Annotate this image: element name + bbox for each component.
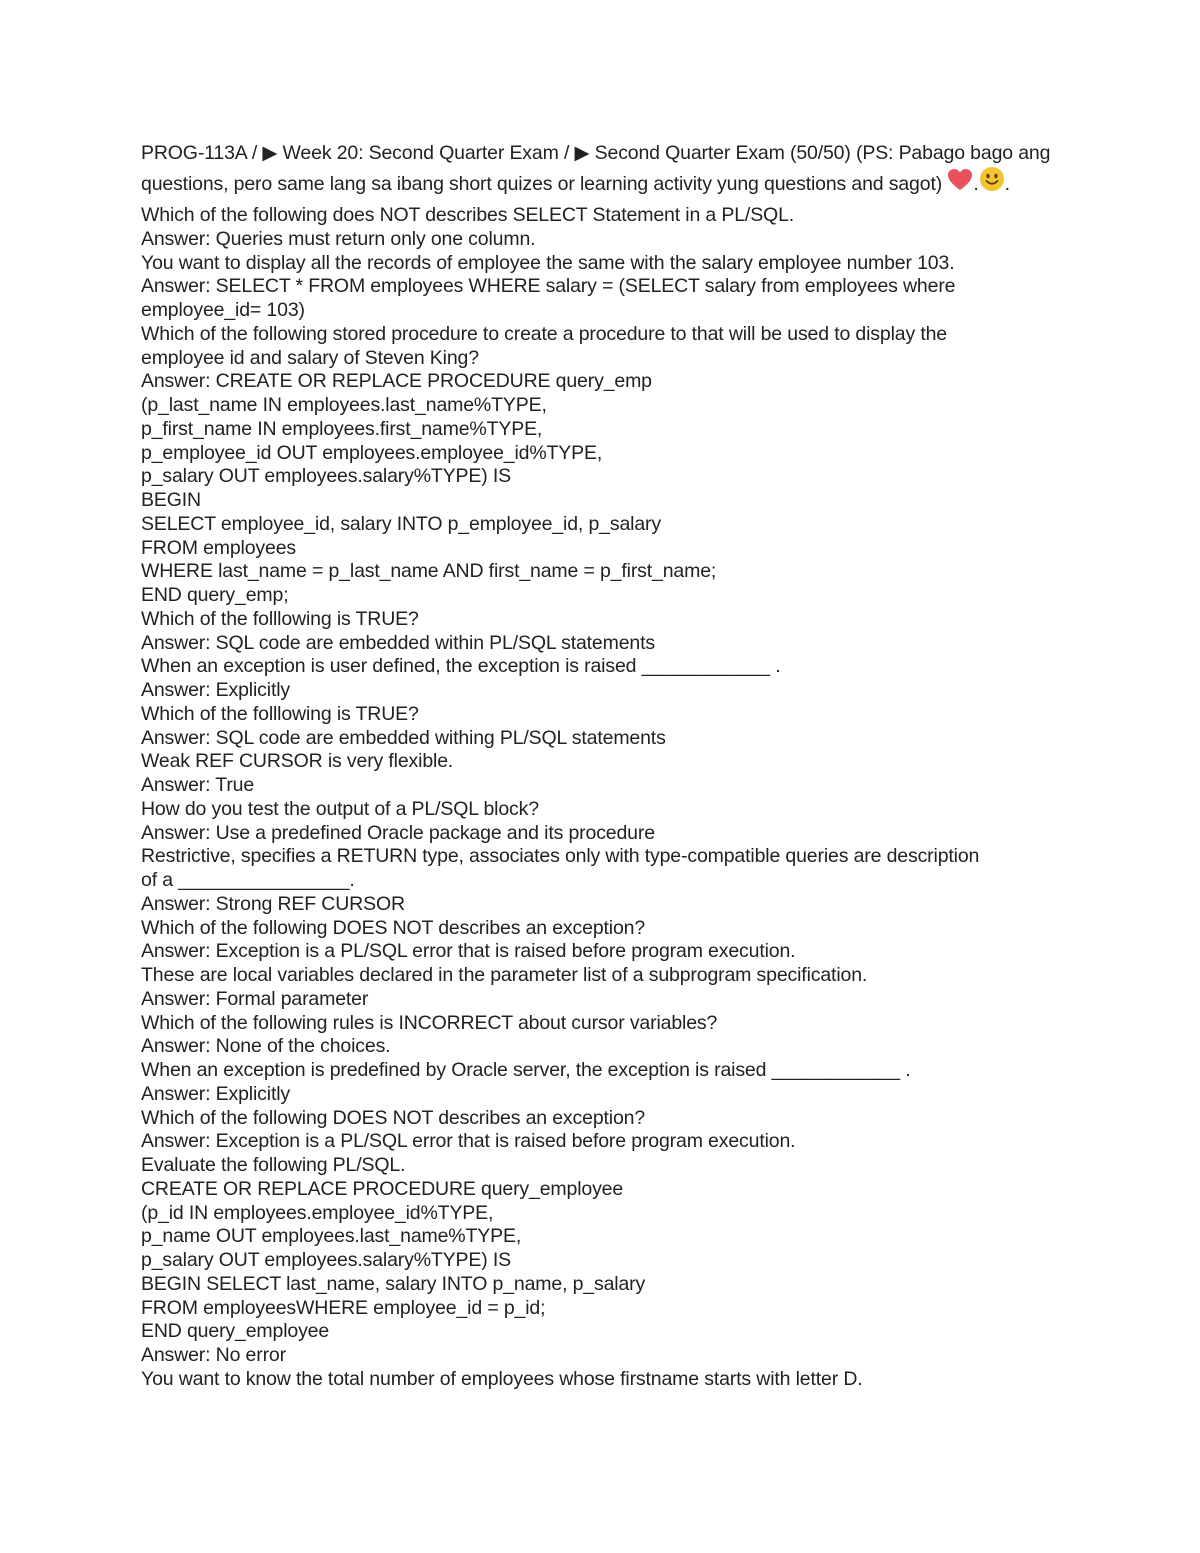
answer-line: Answer: True <box>141 774 255 796</box>
text-line: Which of the following does NOT describes SELECT Statement in a PL/SQL. <box>141 204 795 226</box>
text-line: You want to know the total number of employees whose firstname starts with letter D. <box>141 1367 863 1390</box>
text-line: END query_employee <box>141 1320 330 1343</box>
answer-line: Answer: Formal parameter <box>141 987 369 1010</box>
period: . <box>973 173 979 195</box>
answer-line: Answer: SQL code are embedded within PL/SQL statements <box>141 631 655 654</box>
text-line: (p_last_name IN employees.last_name%TYPE, <box>141 394 547 416</box>
text-line: Weak REF CURSOR is very flexible. <box>141 750 454 773</box>
breadcrumb-separator: / <box>246 142 263 164</box>
answer-line: Answer: No error <box>141 1344 286 1366</box>
period: . <box>1004 173 1010 195</box>
answer-line: Answer: CREATE OR REPLACE PROCEDURE query_emp <box>141 370 652 393</box>
text-line: CREATE OR REPLACE PROCEDURE query_employee <box>141 1177 624 1200</box>
course-link[interactable]: PROG-113A <box>141 142 247 164</box>
text-line: FROM employees <box>141 536 297 559</box>
answer-line: Answer: Explicitly <box>141 679 291 701</box>
text-line: Which of the following stored procedure to create a procedure to that will be used to display the <box>141 322 948 345</box>
text-line: SELECT employee_id, salary INTO p_employee_id, p_salary <box>141 512 661 535</box>
answer-line: Answer: SQL code are embedded withing PL/SQL statements <box>141 726 666 749</box>
text-line: Which of the following rules is INCORRECT about cursor variables? <box>141 1011 718 1034</box>
text-line: (p_id IN employees.employee_id%TYPE, <box>141 1201 494 1224</box>
text-line: of a ________________. <box>141 869 355 891</box>
week-link[interactable]: Week 20: Second Quarter Exam <box>277 142 559 164</box>
text-line: BEGIN <box>141 489 201 511</box>
answer-line: Answer: None of the choices. <box>141 1035 391 1058</box>
smile-icon <box>979 166 1005 199</box>
text-line: p_salary OUT employees.salary%TYPE) IS <box>141 465 511 488</box>
text-line: When an exception is predefined by Oracle server, the exception is raised ____________ . <box>141 1059 911 1081</box>
text-line: employee id and salary of Steven King? <box>141 346 479 369</box>
question-answer-list <box>141 204 1051 1392</box>
text-line: Which of the following DOES NOT describes an exception? <box>141 1106 646 1129</box>
text-line: These are local variables declared in the parameter list of a subprogram specification. <box>141 964 868 986</box>
answer-line: Answer: Strong REF CURSOR <box>141 892 405 915</box>
answer-line: Answer: SELECT * FROM employees WHERE salary = (SELECT salary from employees where <box>141 275 956 298</box>
text-line: Which of the folllowing is TRUE? <box>141 607 419 630</box>
document-page <box>141 141 1051 1392</box>
answer-line: Answer: Queries must return only one column. <box>141 227 536 250</box>
text-line: END query_emp; <box>141 584 289 606</box>
play-arrow-icon: ▶ <box>574 142 590 164</box>
answer-line: Answer: Exception is a PL/SQL error that is raised before program execution. <box>141 1130 796 1153</box>
text-line: p_employee_id OUT employees.employee_id%TYPE, <box>141 441 603 464</box>
answer-line: Answer: Use a predefined Oracle package and its procedure <box>141 821 655 844</box>
text-line: WHERE last_name = p_last_name AND first_name = p_first_name; <box>141 560 717 583</box>
text-line: FROM employeesWHERE employee_id = p_id; <box>141 1296 546 1319</box>
text-line: BEGIN SELECT last_name, salary INTO p_name, p_salary <box>141 1272 646 1295</box>
play-arrow-icon: ▶ <box>262 142 278 164</box>
text-line: Restrictive, specifies a RETURN type, associates only with type-compatible queries are description <box>141 845 980 868</box>
answer-line: Answer: Exception is a PL/SQL error that is raised before program execution. <box>141 940 796 963</box>
breadcrumb-separator: / <box>558 142 575 164</box>
text-line: p_first_name IN employees.first_name%TYPE, <box>141 417 543 440</box>
answer-line: Answer: Explicitly <box>141 1082 291 1105</box>
text-line: You want to display all the records of employee the same with the salary employee number 103. <box>141 251 955 274</box>
text-line: p_salary OUT employees.salary%TYPE) IS <box>141 1249 511 1271</box>
text-line: employee_id= 103) <box>141 299 305 321</box>
text-line: Evaluate the following PL/SQL. <box>141 1154 406 1176</box>
heart-icon <box>947 168 973 199</box>
text-line: When an exception is user defined, the exception is raised ____________ . <box>141 655 781 678</box>
breadcrumb <box>141 141 1051 199</box>
exam-title: Second Quarter Exam (50/50) (PS: Pabago bago ang questions, pero same lang sa ibang short quizes or learning activity yung questions and sagot) <box>141 142 1051 195</box>
text-line: Which of the folllowing is TRUE? <box>141 702 419 725</box>
text-line: How do you test the output of a PL/SQL block? <box>141 797 539 820</box>
text-line: p_name OUT employees.last_name%TYPE, <box>141 1225 522 1248</box>
text-line: Which of the following DOES NOT describes an exception? <box>141 916 646 939</box>
